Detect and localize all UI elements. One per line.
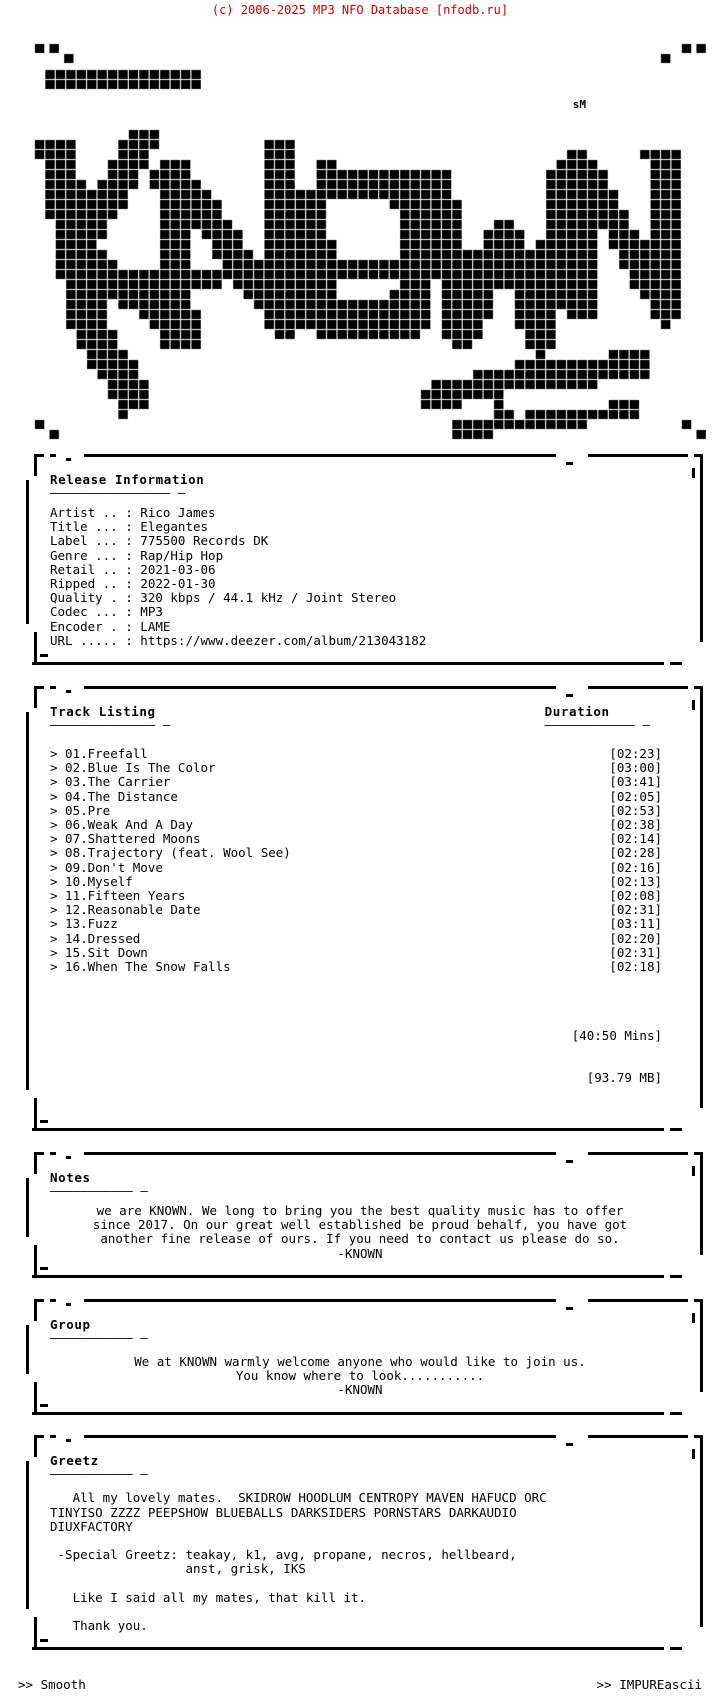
release-row-retail: Retail .. : 2021-03-06	[50, 561, 216, 577]
group-title: Group	[50, 1316, 91, 1332]
track-name: > 16.When The Snow Falls	[50, 959, 231, 975]
track-name: > 06.Weak And A Day	[50, 817, 193, 833]
release-information-section	[14, 454, 706, 668]
release-information-rule: ———————————————— —	[50, 485, 186, 500]
notes-body	[50, 1204, 670, 1261]
track-listing-rule: —————————————— —	[50, 717, 171, 733]
track-duration: [02:31]	[609, 944, 662, 960]
ascii-logo	[14, 20, 706, 450]
track-row	[50, 832, 670, 846]
track-duration: [02:23]	[609, 746, 662, 762]
track-row	[50, 846, 670, 860]
release-row-genre: Genre ... : Rap/Hip Hop	[50, 547, 224, 563]
track-duration: [02:20]	[609, 930, 662, 946]
group-body	[50, 1355, 670, 1398]
notes-line-1: we are KNOWN. We long to bring you the best quality music has to offer	[96, 1202, 624, 1218]
release-row-codec: Codec ... : MP3	[50, 604, 163, 620]
track-row	[50, 875, 670, 889]
track-duration: [02:53]	[609, 802, 662, 818]
track-name: > 08.Trajectory (feat. Wool See)	[50, 845, 291, 861]
greetz-line: DIUXFACTORY	[50, 1518, 133, 1534]
greetz-line: Thank you.	[50, 1618, 148, 1634]
track-duration: [03:00]	[609, 760, 662, 776]
track-name: > 05.Pre	[50, 802, 111, 818]
track-duration: [02:31]	[609, 902, 662, 918]
ascii-artist-signature: sM	[572, 98, 586, 111]
footer-right-credit: >> IMPUREascii	[596, 1677, 702, 1693]
track-row	[50, 775, 670, 789]
greetz-line: All my lovely mates. SKIDROW HOODLUM CENTROPY MAVEN HAFUCD ORC	[50, 1490, 547, 1506]
greetz-line: anst, grisk, IKS	[50, 1561, 306, 1577]
notes-section	[14, 1152, 706, 1281]
total-duration: [40:50 Mins]	[571, 1027, 662, 1043]
notes-title: Notes	[50, 1169, 91, 1185]
nfo-body	[0, 20, 720, 1653]
track-name: > 04.The Distance	[50, 788, 178, 804]
track-name: > 07.Shattered Moons	[50, 831, 201, 847]
track-name: > 09.Don't Move	[50, 859, 163, 875]
group-signoff: -KNOWN	[337, 1382, 383, 1398]
track-listing-title: Track Listing	[50, 704, 156, 720]
release-row-encoder: Encoder . : LAME	[50, 618, 171, 634]
greetz-body	[50, 1491, 670, 1633]
greetz-line: TINYISO ZZZZ PEEPSHOW BLUEBALLS DARKSIDERS PORNSTARS DARKAUDIO	[50, 1504, 517, 1520]
notes-line-3: another fine release of ours. If you need to contact us please do so.	[100, 1231, 620, 1247]
release-row-title: Title ... : Elegantes	[50, 519, 209, 535]
track-name: > 03.The Carrier	[50, 774, 171, 790]
greetz-line: Like I said all my mates, that kill it.	[50, 1589, 367, 1605]
footer	[0, 1671, 720, 1702]
release-row-artist: Artist .. : Rico James	[50, 505, 216, 520]
track-duration: [02:08]	[609, 888, 662, 904]
track-listing-section	[14, 686, 706, 1134]
greetz-title: Greetz	[50, 1453, 99, 1469]
track-duration: [02:13]	[609, 873, 662, 889]
track-row	[50, 946, 670, 960]
track-rows	[50, 747, 670, 974]
duration-column-header: Duration	[544, 704, 610, 720]
track-duration: [02:16]	[609, 859, 662, 875]
group-rule: ——————————— —	[50, 1329, 148, 1345]
track-name: > 13.Fuzz	[50, 916, 118, 932]
track-duration: [02:38]	[609, 817, 662, 833]
ascii-logo-canvas	[14, 20, 706, 450]
track-name: > 11.Fifteen Years	[50, 888, 186, 904]
track-row	[50, 790, 670, 804]
track-row	[50, 889, 670, 903]
greetz-line: -Special Greetz: teakay, k1, avg, propane, necros, hellbeard,	[50, 1547, 517, 1563]
track-name: > 10.Myself	[50, 873, 133, 889]
notes-rule: ——————————— —	[50, 1182, 148, 1198]
track-name: > 12.Reasonable Date	[50, 902, 201, 918]
greetz-spacer	[50, 1534, 670, 1548]
track-duration: [02:14]	[609, 831, 662, 847]
track-name: > 14.Dressed	[50, 930, 141, 946]
track-row	[50, 932, 670, 946]
track-row	[50, 861, 670, 875]
track-row	[50, 761, 670, 775]
track-duration: [02:28]	[609, 845, 662, 861]
notes-line-2: since 2017. On our great well established be proud behalf, you have got	[92, 1217, 628, 1233]
total-size: [93.79 MB]	[586, 1070, 662, 1086]
release-information-title: Release Information	[50, 472, 205, 487]
nfodb-copyright-bar: (c) 2006-2025 MP3 NFO Database [nfodb.ru]	[211, 3, 509, 17]
group-line-1: We at KNOWN warmly welcome anyone who would like to join us.	[134, 1353, 586, 1369]
track-row	[50, 903, 670, 917]
greetz-rule: ——————————— —	[50, 1466, 148, 1482]
group-section	[14, 1299, 706, 1418]
track-name: > 01.Freefall	[50, 746, 148, 762]
track-duration: [03:11]	[609, 916, 662, 932]
release-row-quality: Quality . : 320 kbps / 44.1 kHz / Joint Stereo	[50, 590, 397, 606]
track-duration: [03:41]	[609, 774, 662, 790]
track-row	[50, 747, 670, 761]
greetz-spacer	[50, 1605, 670, 1619]
release-row-ripped: Ripped .. : 2022-01-30	[50, 576, 216, 592]
duration-column-rule: ———————————— —	[544, 717, 650, 733]
release-row-label: Label ... : 775500 Records DK	[50, 533, 269, 549]
group-line-2: You know where to look...........	[235, 1367, 485, 1383]
greetz-spacer	[50, 1577, 670, 1591]
track-name: > 02.Blue Is The Color	[50, 760, 216, 776]
notes-signoff: -KNOWN	[337, 1245, 383, 1261]
greetz-section	[14, 1435, 706, 1653]
track-name: > 15.Sit Down	[50, 944, 148, 960]
track-row	[50, 917, 670, 931]
track-row	[50, 818, 670, 832]
track-duration: [02:05]	[609, 788, 662, 804]
track-duration: [02:18]	[609, 959, 662, 975]
track-row	[50, 960, 670, 974]
track-row	[50, 804, 670, 818]
release-information-list	[50, 506, 670, 648]
footer-left-credit: >> Smooth	[18, 1677, 86, 1693]
release-row-url[interactable]: URL ..... : https://www.deezer.com/album/213043182	[50, 632, 427, 648]
